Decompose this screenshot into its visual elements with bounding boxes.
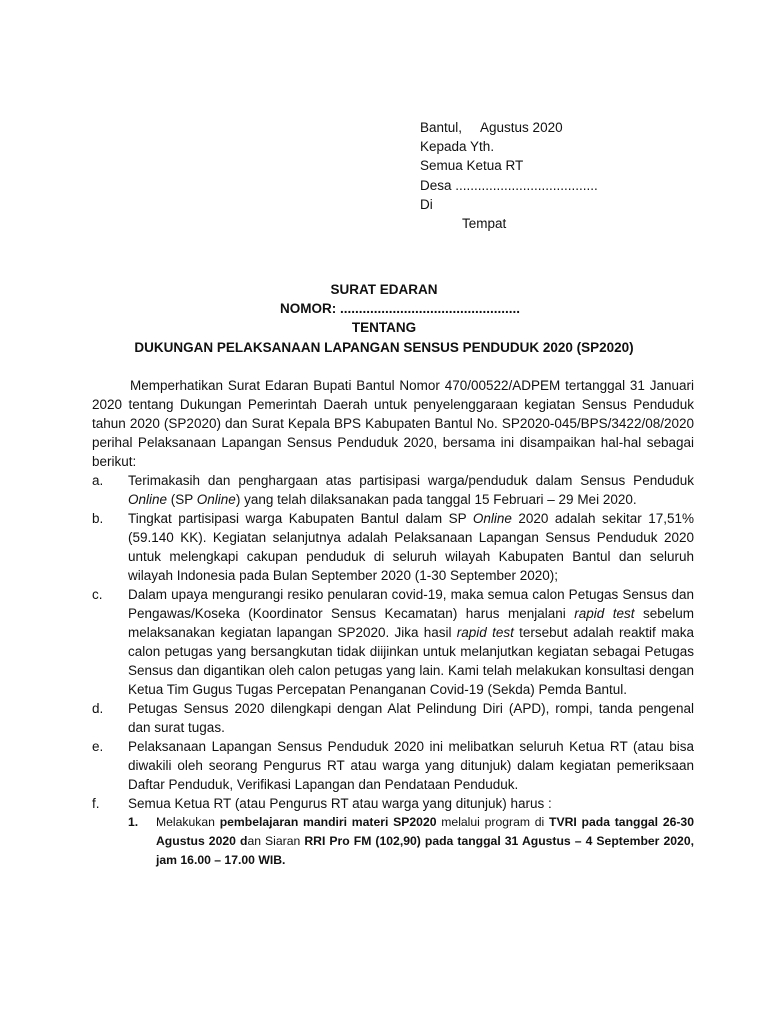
intro-paragraph: Memperhatikan Surat Edaran Bupati Bantul Nomor 470/00522/ADPEM tertanggal 31 Januari 2020 tentang Dukungan Pemerintah Daerah untuk penyelenggaraan kegiatan Sensus Penduduk tahun 2020 (SP2020) dan Surat Kepala BPS Kabupaten Bantul No. SP2020-045/BPS/3422/08/2020 perihal Pelaksanaan Lapangan Sensus Penduduk 2020, bersama ini disampaikan hal-hal sebagai berikut: <box>92 378 694 469</box>
sub-point-marker: 1. <box>128 815 139 829</box>
point-marker: f. <box>92 796 100 811</box>
sub-point-1: 1. Melakukan pembelajaran mandiri materi SP2020 melalui program di TVRI pada tanggal 26-30 Agustus 2020 dan Siaran RRI Pro FM (102,90) pada tanggal 31 Agustus – 4 September 2020, jam 16.00 – 17.00 WIB. <box>128 815 694 867</box>
point-list <box>92 471 694 870</box>
point-d: d. Petugas Sensus 2020 dilengkapi dengan Alat Pelindung Diri (APD), rompi, tanda pengenal dan surat tugas. <box>92 701 694 735</box>
point-f: f. Semua Ketua RT (atau Pengurus RT atau warga yang ditunjuk) harus : 1. Melakukan pembelajaran mandiri materi SP2020 melalui program di TVRI pada tanggal 26-30 Agustus 2020 dan Siaran RRI Pro FM (102,90) pada tanggal 31 Agustus – 4 September 2020, jam 16.00 – 17.00 WIB. <box>92 794 694 870</box>
point-e: e. Pelaksanaan Lapangan Sensus Penduduk 2020 ini melibatkan seluruh Ketua RT (atau bisa diwakili oleh seorang Pengurus RT atau warga yang ditunjuk) dalam kegiatan pemeriksaan Daftar Penduduk, Verifikasi Lapangan dan Pendataan Penduduk. <box>92 739 694 792</box>
point-marker: d. <box>92 701 104 716</box>
point-c: c. Dalam upaya mengurangi resiko penularan covid-19, maka semua calon Petugas Sensus dan Pengawas/Koseka (Koordinator Sensus Kecamatan) harus menjalani rapid test sebelum melaksanakan kegiatan lapangan SP2020. Jika hasil rapid test tersebut adalah reaktif maka calon petugas yang bersangkutan tidak diijinkan untuk melanjutkan kegiatan sebagai Petugas Sensus dan digantikan oleh calon petugas yang lain. Kami telah melakukan konsultasi dengan Ketua Tim Gugus Tugas Percepatan Penanganan Covid-19 (Sekda) Pemda Bantul. <box>92 587 695 697</box>
point-b: b. Tingkat partisipasi warga Kabupaten Bantul dalam SP Online 2020 adalah sekitar 17,51% (59.140 KK). Kegiatan selanjutnya adalah Pelaksanaan Lapangan Sensus Penduduk 2020 untuk melengkapi cakupan penduduk di seluruh wilayah Kabupaten Bantul dan seluruh wilayah Indonesia pada Bulan September 2020 (1-30 September 2020); <box>92 511 694 583</box>
place: Bantul, <box>420 120 463 135</box>
tempat-line: Tempat <box>462 215 507 231</box>
point-marker: e. <box>92 739 104 754</box>
to-line: Kepada Yth. <box>420 139 495 155</box>
letter-body <box>92 376 694 870</box>
letter-subject: DUKUNGAN PELAKSANAAN LAPANGAN SENSUS PENDUDUK 2020 (SP2020) <box>134 339 634 355</box>
village-line: Desa ...................................... <box>420 177 598 193</box>
letter-tentang: TENTANG <box>351 320 417 336</box>
recipient-line: Semua Ketua RT <box>420 158 524 174</box>
point-marker: a. <box>92 473 104 488</box>
point-marker: b. <box>92 511 104 526</box>
point-a: a. Terimakasih dan penghargaan atas partisipasi warga/penduduk dalam Sensus Penduduk Online (SP Online) yang telah dilaksanakan pada tanggal 15 Februari – 29 Mei 2020. <box>92 473 694 507</box>
address-block <box>420 118 720 233</box>
point-marker: c. <box>92 587 103 602</box>
letter-heading <box>60 280 708 357</box>
place-date-line <box>420 118 720 137</box>
date: Agustus 2020 <box>480 120 563 135</box>
sub-point-list <box>128 813 694 870</box>
di-line: Di <box>420 196 433 212</box>
letter-number: NOMOR: ................................................ <box>279 301 521 317</box>
letter-title: SURAT EDARAN <box>330 282 438 297</box>
